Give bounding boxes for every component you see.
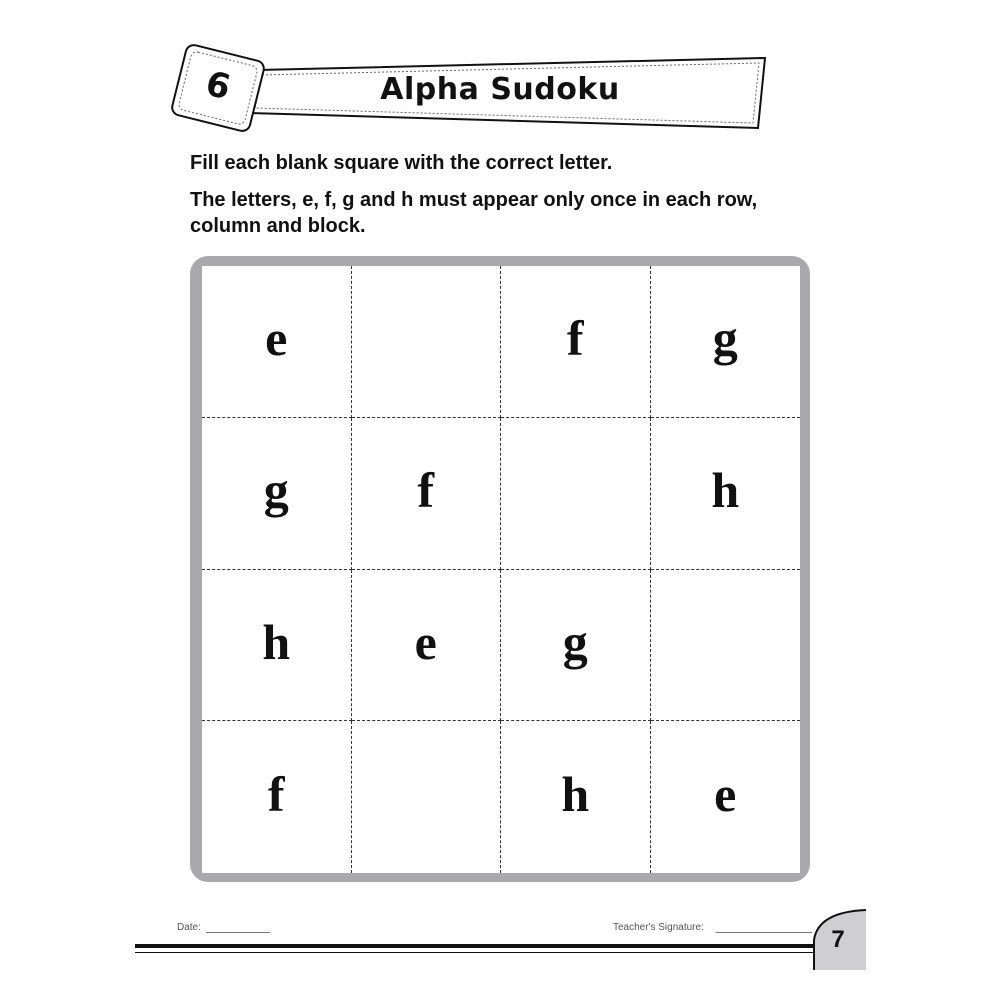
page-title: Alpha Sudoku xyxy=(380,72,620,107)
date-label: Date: xyxy=(177,922,201,933)
sudoku-cell: e xyxy=(202,266,352,418)
teacher-signature-label: Teacher's Signature: xyxy=(613,922,704,933)
sudoku-cell: f xyxy=(352,418,502,570)
sudoku-cell: h xyxy=(651,418,801,570)
sudoku-cell: f xyxy=(501,266,651,418)
sudoku-cell: f xyxy=(202,721,352,873)
instruction-rules: The letters, e, f, g and h must appear only once in each row, column and block. xyxy=(190,189,758,237)
exercise-number: 6 xyxy=(201,63,235,109)
page-number: 7 xyxy=(831,926,845,953)
instruction-fill: Fill each blank square with the correct letter. xyxy=(190,152,613,174)
sudoku-cell: e xyxy=(714,766,737,823)
sudoku-cell: g xyxy=(651,266,801,418)
sudoku-cell: h xyxy=(202,570,352,722)
sudoku-cell: g xyxy=(501,570,651,722)
sudoku-cell: g xyxy=(202,418,352,570)
sudoku-cell: e xyxy=(352,570,502,722)
sudoku-cell: h xyxy=(501,721,651,873)
